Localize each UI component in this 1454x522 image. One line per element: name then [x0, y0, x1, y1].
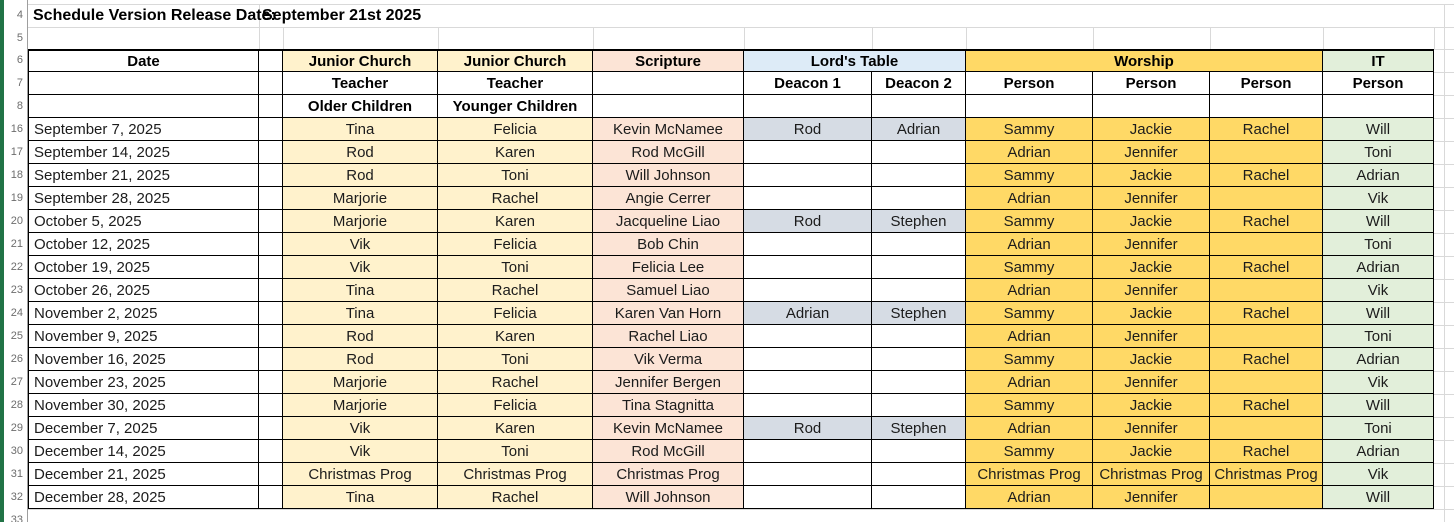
cell-worship3[interactable] — [1210, 233, 1323, 256]
cell-worship1[interactable]: Christmas Prog — [966, 463, 1093, 486]
row-number[interactable]: 27 — [10, 376, 23, 388]
cell-worship1[interactable]: Adrian — [966, 279, 1093, 302]
cell-worship1[interactable]: Adrian — [966, 486, 1093, 509]
cell-jc-younger[interactable]: Karen — [438, 210, 593, 233]
cell-jc-older[interactable]: Marjorie — [283, 210, 438, 233]
cell-gap[interactable] — [259, 279, 283, 302]
cell-worship2[interactable]: Jackie — [1093, 348, 1210, 371]
cell-deacon2[interactable] — [872, 325, 966, 348]
cell-date[interactable]: September 28, 2025 — [28, 187, 259, 210]
cell-deacon2[interactable]: Adrian — [872, 118, 966, 141]
cell-worship1[interactable]: Adrian — [966, 371, 1093, 394]
header-empty-cell[interactable] — [28, 95, 259, 118]
cell-jc-younger[interactable]: Toni — [438, 256, 593, 279]
cell-worship1[interactable]: Sammy — [966, 348, 1093, 371]
row-number[interactable]: 24 — [10, 307, 23, 319]
header-lords-table[interactable]: Lord's Table — [744, 49, 966, 72]
cell-worship2[interactable]: Jackie — [1093, 440, 1210, 463]
cell-scripture[interactable]: Felicia Lee — [593, 256, 744, 279]
gridline — [593, 27, 594, 49]
cell-jc-older[interactable]: Rod — [283, 164, 438, 187]
cell-gap[interactable] — [259, 440, 283, 463]
cell-jc-older[interactable]: Rod — [283, 141, 438, 164]
header-it[interactable]: IT — [1323, 49, 1434, 72]
cell-worship3[interactable]: Rachel — [1210, 394, 1323, 417]
cell-deacon1[interactable] — [744, 486, 872, 509]
cell-deacon2[interactable] — [872, 141, 966, 164]
cell-worship2[interactable]: Jennifer — [1093, 371, 1210, 394]
cell-deacon1[interactable]: Rod — [744, 118, 872, 141]
cell-gap[interactable] — [259, 187, 283, 210]
cell-it[interactable]: Vik — [1323, 187, 1434, 210]
cell-jc-older[interactable]: Vik — [283, 256, 438, 279]
cell-jc-younger[interactable]: Felicia — [438, 394, 593, 417]
cell-jc-older[interactable]: Vik — [283, 417, 438, 440]
cell-worship2[interactable]: Christmas Prog — [1093, 463, 1210, 486]
cell-date[interactable]: December 21, 2025 — [28, 463, 259, 486]
cell-gap[interactable] — [259, 302, 283, 325]
cell-jc-younger[interactable]: Toni — [438, 440, 593, 463]
cell-deacon1[interactable] — [744, 371, 872, 394]
gridline — [872, 27, 873, 49]
cell-worship2[interactable]: Jackie — [1093, 256, 1210, 279]
cell-deacon1[interactable] — [744, 233, 872, 256]
cell-jc-younger[interactable]: Toni — [438, 348, 593, 371]
cell-jc-older[interactable]: Marjorie — [283, 187, 438, 210]
cell-worship1[interactable]: Sammy — [966, 164, 1093, 187]
row-number[interactable]: 6 — [16, 54, 23, 66]
cell-jc-younger[interactable]: Felicia — [438, 118, 593, 141]
cell-gap[interactable] — [259, 325, 283, 348]
row-number[interactable]: 32 — [10, 491, 23, 503]
cell-gap[interactable] — [259, 371, 283, 394]
row-number[interactable]: 26 — [10, 353, 23, 365]
cell-it[interactable]: Will — [1323, 486, 1434, 509]
cell-date[interactable]: November 9, 2025 — [28, 325, 259, 348]
cell-jc-older[interactable]: Tina — [283, 118, 438, 141]
cell-scripture[interactable]: Vik Verma — [593, 348, 744, 371]
cell-deacon2[interactable]: Stephen — [872, 417, 966, 440]
cell-worship2[interactable]: Jennifer — [1093, 279, 1210, 302]
cell-date[interactable]: December 7, 2025 — [28, 417, 259, 440]
cell-deacon1[interactable] — [744, 325, 872, 348]
cell-worship3[interactable] — [1210, 279, 1323, 302]
cell-date[interactable]: December 14, 2025 — [28, 440, 259, 463]
cell-date[interactable]: November 16, 2025 — [28, 348, 259, 371]
cell-jc-older[interactable]: Marjorie — [283, 371, 438, 394]
header-deacon-1[interactable]: Deacon 1 — [744, 72, 872, 95]
cell-scripture[interactable]: Bob Chin — [593, 233, 744, 256]
cell-scripture[interactable]: Kevin McNamee — [593, 417, 744, 440]
cell-jc-younger[interactable]: Christmas Prog — [438, 463, 593, 486]
cell-date[interactable]: September 14, 2025 — [28, 141, 259, 164]
header-gap-cell[interactable] — [259, 49, 283, 72]
cell-jc-older[interactable]: Tina — [283, 279, 438, 302]
cell-deacon2[interactable] — [872, 256, 966, 279]
header-scripture[interactable]: Scripture — [593, 49, 744, 72]
row-number[interactable]: 7 — [16, 77, 23, 89]
row-number[interactable]: 21 — [10, 238, 23, 250]
header-empty-cell[interactable] — [593, 95, 744, 118]
row-number[interactable]: 5 — [16, 32, 23, 44]
row-number[interactable]: 8 — [16, 100, 23, 112]
row-number[interactable]: 20 — [10, 215, 23, 227]
cell-scripture[interactable]: Will Johnson — [593, 486, 744, 509]
cell-date[interactable]: October 19, 2025 — [28, 256, 259, 279]
cell-gap[interactable] — [259, 164, 283, 187]
cell-worship1[interactable]: Adrian — [966, 233, 1093, 256]
cell-worship2[interactable]: Jennifer — [1093, 486, 1210, 509]
row-number[interactable]: 17 — [10, 146, 23, 158]
header-worship-person-1[interactable]: Person — [966, 72, 1093, 95]
header-younger-children[interactable]: Younger Children — [438, 95, 593, 118]
header-empty-cell[interactable] — [1323, 95, 1434, 118]
cell-date[interactable]: November 30, 2025 — [28, 394, 259, 417]
cell-deacon2[interactable] — [872, 463, 966, 486]
cell-worship3[interactable]: Rachel — [1210, 302, 1323, 325]
cell-jc-younger[interactable]: Karen — [438, 417, 593, 440]
header-it-person[interactable]: Person — [1323, 72, 1434, 95]
cell-it[interactable]: Will — [1323, 394, 1434, 417]
cell-deacon1[interactable] — [744, 348, 872, 371]
cell-worship1[interactable]: Sammy — [966, 210, 1093, 233]
cell-worship3[interactable]: Rachel — [1210, 348, 1323, 371]
cell-scripture[interactable]: Christmas Prog — [593, 463, 744, 486]
cell-it[interactable]: Toni — [1323, 325, 1434, 348]
cell-gap[interactable] — [259, 417, 283, 440]
header-gap-cell[interactable] — [259, 72, 283, 95]
header-empty-cell[interactable] — [744, 95, 872, 118]
cell-worship1[interactable]: Sammy — [966, 440, 1093, 463]
cell-deacon1[interactable] — [744, 394, 872, 417]
header-empty-cell[interactable] — [28, 72, 259, 95]
cell-gap[interactable] — [259, 118, 283, 141]
cell-date[interactable]: September 21, 2025 — [28, 164, 259, 187]
cell-worship1[interactable]: Sammy — [966, 302, 1093, 325]
row-number[interactable]: 31 — [10, 468, 23, 480]
cell-it[interactable]: Toni — [1323, 417, 1434, 440]
cell-worship1[interactable]: Sammy — [966, 118, 1093, 141]
cell-deacon2[interactable] — [872, 279, 966, 302]
gridline — [1323, 27, 1324, 49]
cell-deacon2[interactable] — [872, 486, 966, 509]
gridline — [966, 27, 967, 49]
cell-deacon2[interactable]: Stephen — [872, 210, 966, 233]
header-teacher-2[interactable]: Teacher — [438, 72, 593, 95]
cell-jc-younger[interactable]: Toni — [438, 164, 593, 187]
cell-deacon1[interactable]: Rod — [744, 210, 872, 233]
cell-deacon1[interactable] — [744, 463, 872, 486]
cell-it[interactable]: Adrian — [1323, 348, 1434, 371]
gridline — [1210, 27, 1211, 49]
row-number[interactable]: 33 — [10, 514, 23, 522]
cell-gap[interactable] — [259, 256, 283, 279]
cell-deacon1[interactable] — [744, 187, 872, 210]
cell-worship3[interactable]: Rachel — [1210, 164, 1323, 187]
cell-jc-older[interactable]: Rod — [283, 348, 438, 371]
cell-it[interactable]: Toni — [1323, 233, 1434, 256]
header-date[interactable]: Date — [28, 49, 259, 72]
cell-worship1[interactable]: Sammy — [966, 394, 1093, 417]
header-empty-cell[interactable] — [1093, 95, 1210, 118]
cell-worship1[interactable]: Adrian — [966, 325, 1093, 348]
cell-jc-older[interactable]: Tina — [283, 486, 438, 509]
cell-worship3[interactable] — [1210, 417, 1323, 440]
cell-jc-older[interactable]: Rod — [283, 325, 438, 348]
cell-deacon1[interactable] — [744, 279, 872, 302]
header-empty-cell[interactable] — [966, 95, 1093, 118]
cell-worship3[interactable] — [1210, 371, 1323, 394]
cell-jc-older[interactable]: Tina — [283, 302, 438, 325]
cell-it[interactable]: Will — [1323, 302, 1434, 325]
row-number-gutter — [4, 0, 28, 522]
cell-scripture[interactable]: Kevin McNamee — [593, 118, 744, 141]
cell-worship2[interactable]: Jennifer — [1093, 187, 1210, 210]
row-number[interactable]: 19 — [10, 192, 23, 204]
row-number[interactable]: 29 — [10, 422, 23, 434]
gridline — [1434, 27, 1435, 49]
gridline — [283, 27, 284, 49]
cell-scripture[interactable]: Samuel Liao — [593, 279, 744, 302]
cell-deacon1[interactable] — [744, 440, 872, 463]
row-number[interactable]: 30 — [10, 445, 23, 457]
row-number[interactable]: 18 — [10, 169, 23, 181]
cell-deacon2[interactable] — [872, 187, 966, 210]
cell-deacon1[interactable]: Rod — [744, 417, 872, 440]
cell-jc-younger[interactable]: Karen — [438, 325, 593, 348]
cell-it[interactable]: Will — [1323, 210, 1434, 233]
cell-it[interactable]: Adrian — [1323, 256, 1434, 279]
cell-gap[interactable] — [259, 348, 283, 371]
gridline — [4, 509, 1454, 510]
cell-it[interactable]: Adrian — [1323, 440, 1434, 463]
header-teacher-1[interactable]: Teacher — [283, 72, 438, 95]
header-worship-person-3[interactable]: Person — [1210, 72, 1323, 95]
row-number[interactable]: 16 — [10, 123, 23, 135]
gridline — [438, 27, 439, 49]
row-number[interactable]: 4 — [16, 9, 23, 21]
cell-date[interactable]: October 26, 2025 — [28, 279, 259, 302]
cell-worship3[interactable] — [1210, 325, 1323, 348]
header-gap-cell[interactable] — [259, 95, 283, 118]
cell-deacon2[interactable] — [872, 440, 966, 463]
row-number[interactable]: 28 — [10, 399, 23, 411]
cell-date[interactable]: December 28, 2025 — [28, 486, 259, 509]
row-number[interactable]: 22 — [10, 261, 23, 273]
header-empty-cell[interactable] — [1210, 95, 1323, 118]
cell-deacon1[interactable]: Adrian — [744, 302, 872, 325]
cell-jc-younger[interactable]: Felicia — [438, 233, 593, 256]
cell-deacon2[interactable] — [872, 394, 966, 417]
cell-scripture[interactable]: Angie Cerrer — [593, 187, 744, 210]
cell-worship1[interactable]: Sammy — [966, 256, 1093, 279]
header-deacon-2[interactable]: Deacon 2 — [872, 72, 966, 95]
gridline — [4, 27, 1454, 28]
cell-worship3[interactable]: Rachel — [1210, 256, 1323, 279]
cell-worship3[interactable]: Rachel — [1210, 210, 1323, 233]
cell-worship3[interactable] — [1210, 141, 1323, 164]
cell-deacon2[interactable] — [872, 371, 966, 394]
cell-deacon2[interactable] — [872, 348, 966, 371]
cell-gap[interactable] — [259, 210, 283, 233]
cell-worship3[interactable]: Rachel — [1210, 440, 1323, 463]
cell-date[interactable]: September 7, 2025 — [28, 118, 259, 141]
title-row — [28, 4, 1428, 27]
cell-it[interactable]: Will — [1323, 118, 1434, 141]
cell-scripture[interactable]: Karen Van Horn — [593, 302, 744, 325]
cell-date[interactable]: November 23, 2025 — [28, 371, 259, 394]
cell-gap[interactable] — [259, 233, 283, 256]
schedule-title-value[interactable]: September 21st 2025 — [262, 7, 422, 24]
cell-jc-younger[interactable]: Felicia — [438, 302, 593, 325]
cell-scripture[interactable]: Rod McGill — [593, 141, 744, 164]
cell-date[interactable]: October 12, 2025 — [28, 233, 259, 256]
header-worship-person-2[interactable]: Person — [1093, 72, 1210, 95]
cell-jc-younger[interactable]: Rachel — [438, 486, 593, 509]
cell-jc-older[interactable]: Marjorie — [283, 394, 438, 417]
cell-deacon1[interactable] — [744, 256, 872, 279]
cell-worship3[interactable]: Christmas Prog — [1210, 463, 1323, 486]
cell-scripture[interactable]: Rachel Liao — [593, 325, 744, 348]
cell-jc-younger[interactable]: Rachel — [438, 371, 593, 394]
header-older-children[interactable]: Older Children — [283, 95, 438, 118]
cell-deacon2[interactable] — [872, 233, 966, 256]
cell-scripture[interactable]: Tina Stagnitta — [593, 394, 744, 417]
cell-jc-older[interactable]: Vik — [283, 233, 438, 256]
header-empty-cell[interactable] — [593, 72, 744, 95]
cell-worship1[interactable]: Adrian — [966, 417, 1093, 440]
cell-deacon1[interactable] — [744, 164, 872, 187]
cell-jc-younger[interactable]: Rachel — [438, 279, 593, 302]
gridline — [1093, 27, 1094, 49]
cell-it[interactable]: Adrian — [1323, 164, 1434, 187]
cell-scripture[interactable]: Jennifer Bergen — [593, 371, 744, 394]
cell-deacon2[interactable]: Stephen — [872, 302, 966, 325]
schedule-grid — [28, 49, 1434, 509]
cell-jc-younger[interactable]: Karen — [438, 141, 593, 164]
cell-date[interactable]: October 5, 2025 — [28, 210, 259, 233]
cell-worship2[interactable]: Jackie — [1093, 210, 1210, 233]
cell-jc-younger[interactable]: Rachel — [438, 187, 593, 210]
cell-date[interactable]: November 2, 2025 — [28, 302, 259, 325]
cell-jc-older[interactable]: Vik — [283, 440, 438, 463]
cell-worship3[interactable] — [1210, 486, 1323, 509]
cell-worship3[interactable] — [1210, 187, 1323, 210]
cell-worship2[interactable]: Jennifer — [1093, 141, 1210, 164]
cell-worship3[interactable]: Rachel — [1210, 118, 1323, 141]
cell-it[interactable]: Vik — [1323, 371, 1434, 394]
cell-worship2[interactable]: Jackie — [1093, 394, 1210, 417]
cell-worship2[interactable]: Jackie — [1093, 164, 1210, 187]
cell-scripture[interactable]: Rod McGill — [593, 440, 744, 463]
cell-worship2[interactable]: Jennifer — [1093, 325, 1210, 348]
cell-worship2[interactable]: Jennifer — [1093, 233, 1210, 256]
cell-gap[interactable] — [259, 141, 283, 164]
gridline — [744, 27, 745, 49]
cell-scripture[interactable]: Will Johnson — [593, 164, 744, 187]
header-junior-church-older[interactable]: Junior Church — [283, 49, 438, 72]
header-junior-church-younger[interactable]: Junior Church — [438, 49, 593, 72]
cell-jc-older[interactable]: Christmas Prog — [283, 463, 438, 486]
cell-worship1[interactable]: Adrian — [966, 187, 1093, 210]
cell-worship2[interactable]: Jackie — [1093, 118, 1210, 141]
cell-deacon2[interactable] — [872, 164, 966, 187]
cell-it[interactable]: Toni — [1323, 141, 1434, 164]
schedule-title-label[interactable]: Schedule Version Release Date: — [33, 7, 276, 24]
cell-it[interactable]: Vik — [1323, 463, 1434, 486]
header-worship[interactable]: Worship — [966, 49, 1323, 72]
row-number[interactable]: 23 — [10, 284, 23, 296]
cell-worship2[interactable]: Jackie — [1093, 302, 1210, 325]
cell-gap[interactable] — [259, 463, 283, 486]
header-empty-cell[interactable] — [872, 95, 966, 118]
cell-worship1[interactable]: Adrian — [966, 141, 1093, 164]
gridline — [1444, 4, 1445, 522]
row-number[interactable]: 25 — [10, 330, 23, 342]
cell-scripture[interactable]: Jacqueline Liao — [593, 210, 744, 233]
cell-gap[interactable] — [259, 486, 283, 509]
cell-deacon1[interactable] — [744, 141, 872, 164]
cell-it[interactable]: Vik — [1323, 279, 1434, 302]
cell-worship2[interactable]: Jennifer — [1093, 417, 1210, 440]
cell-gap[interactable] — [259, 394, 283, 417]
